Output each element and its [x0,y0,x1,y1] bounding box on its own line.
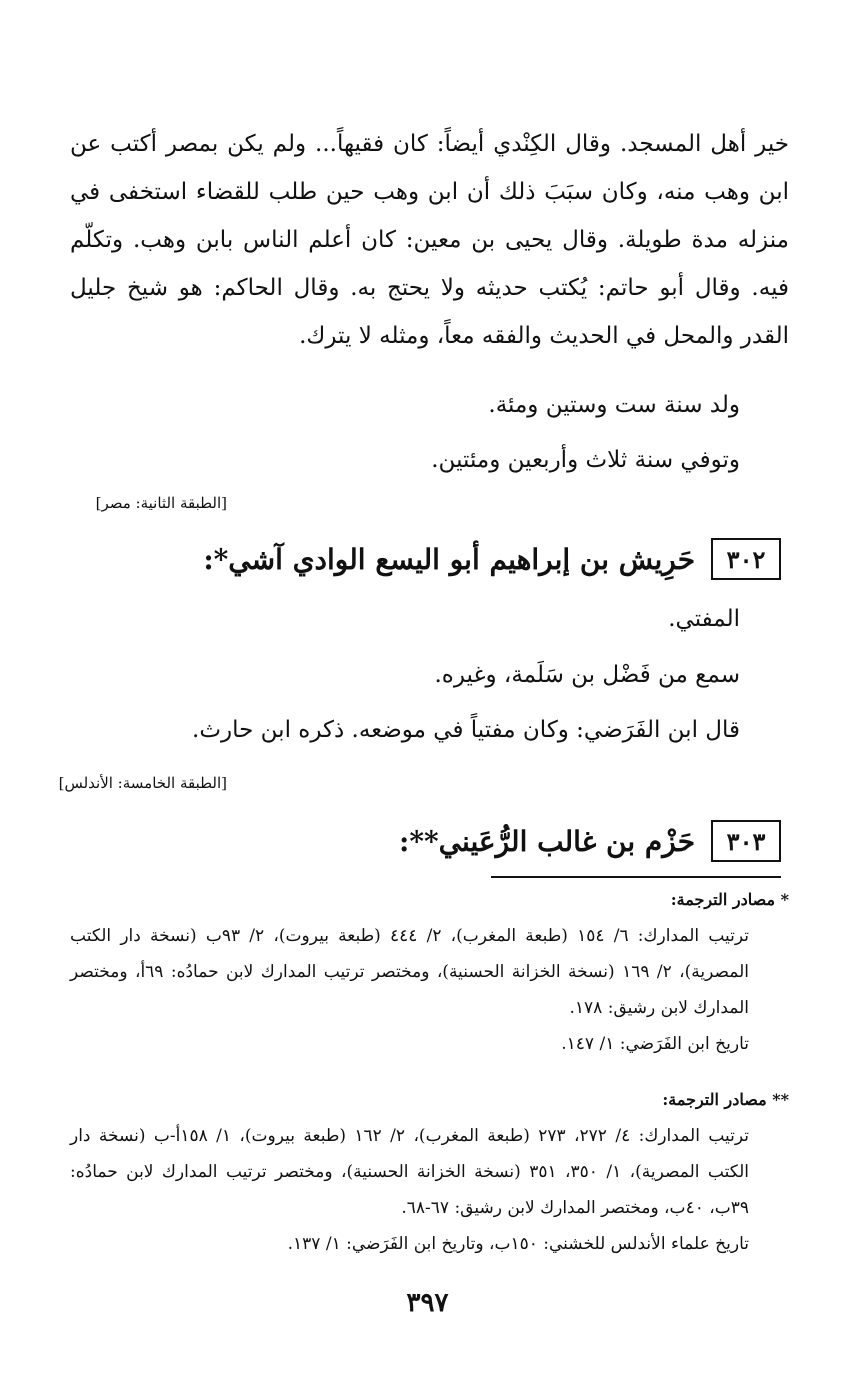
footnote-text: ترتيب المدارك: ٤/ ٢٧٢، ٢٧٣ (طبعة المغرب)، ٢/ ١٦٢ (طبعة بيروت)، ١/ ١٥٨أ-ب (نسخة دار الكتب المصرية)، ١/ ٣٥٠، ٣٥١ (نسخة الخزانة الحسنية)، ومختصر ترتيب المدارك لابن حمادُه: ٣٩ب، ٤٠ب، ومختصر المدارك لابن رشيق: ٦٧-٦٨. [70,1126,749,1218]
entry-number-box: ٣٠٣ [711,820,781,862]
entry-name: حَرِيش بن إبراهيم أبو اليسع الوادي آشي*: [203,542,695,576]
tabaqa-label: [الطبقة الخامسة: الأندلس] [58,774,227,792]
entry-302-line-1: المفتي. [668,606,740,632]
birth-line: ولد سنة ست وستين ومئة. [488,392,740,418]
page-number: ٣٩٧ [406,1288,449,1318]
entry-name: حَزْم بن غالب الرُّعَيني**: [399,824,695,858]
footnote-heading: * مصادر الترجمة: [670,890,789,909]
biography-continuation [70,120,789,360]
entry-number-box: ٣٠٢ [711,538,781,580]
death-line: وتوفي سنة ثلاث وأربعين ومئتين. [431,447,740,473]
entry-302-heading [203,538,781,580]
entry-302-line-2: سمع من فَضْل بن سَلَمة، وغيره. [434,662,740,688]
entry-302-line-3: قال ابن الفَرَضي: وكان مفتياً في موضعه. ذكره ابن حارث. [192,717,740,743]
footnote-heading: ** مصادر الترجمة: [662,1090,789,1109]
biography-paragraph: خير أهل المسجد. وقال الكِنْدي أيضاً: كان فقيهاً... ولم يكن بمصر أكتب عن ابن وهب منه، وكان سبَبَ ذلك أن ابن وهب حين طلب للقضاء استخفى في منزله مدة طويلة. وقال يحيى بن معين: كان أعلم الناس بابن وهب. وتكلّم فيه. وقال أبو حاتم: يُكتب حديثه ولا يحتج به. وقال الحاكم: هو شيخ جليل القدر والمحل في الحديث والفقه معاً، ومثله لا يترك. [70,131,789,349]
entry-303-heading [399,820,781,862]
footnote-text: تاريخ ابن الفَرَضي: ١/ ١٤٧. [561,1034,749,1054]
footnote-separator [491,876,781,878]
footnote-1 [70,882,789,1062]
tabaqa-label: [الطبقة الثانية: مصر] [95,494,227,512]
footnote-text: ترتيب المدارك: ٦/ ١٥٤ (طبعة المغرب)، ٢/ ٤٤٤ (طبعة بيروت)، ٢/ ٩٣ب (نسخة دار الكتب المصرية)، ٢/ ١٦٩ (نسخة الخزانة الحسنية)، ومختصر ترتيب المدارك لابن حمادُه: ٦٩أ، ومختصر المدارك لابن رشيق: ١٧٨. [70,926,749,1018]
footnote-2 [70,1082,789,1262]
footnote-text: تاريخ علماء الأندلس للخشني: ١٥٠ب، وتاريخ ابن الفَرَضي: ١/ ١٣٧. [287,1234,749,1254]
